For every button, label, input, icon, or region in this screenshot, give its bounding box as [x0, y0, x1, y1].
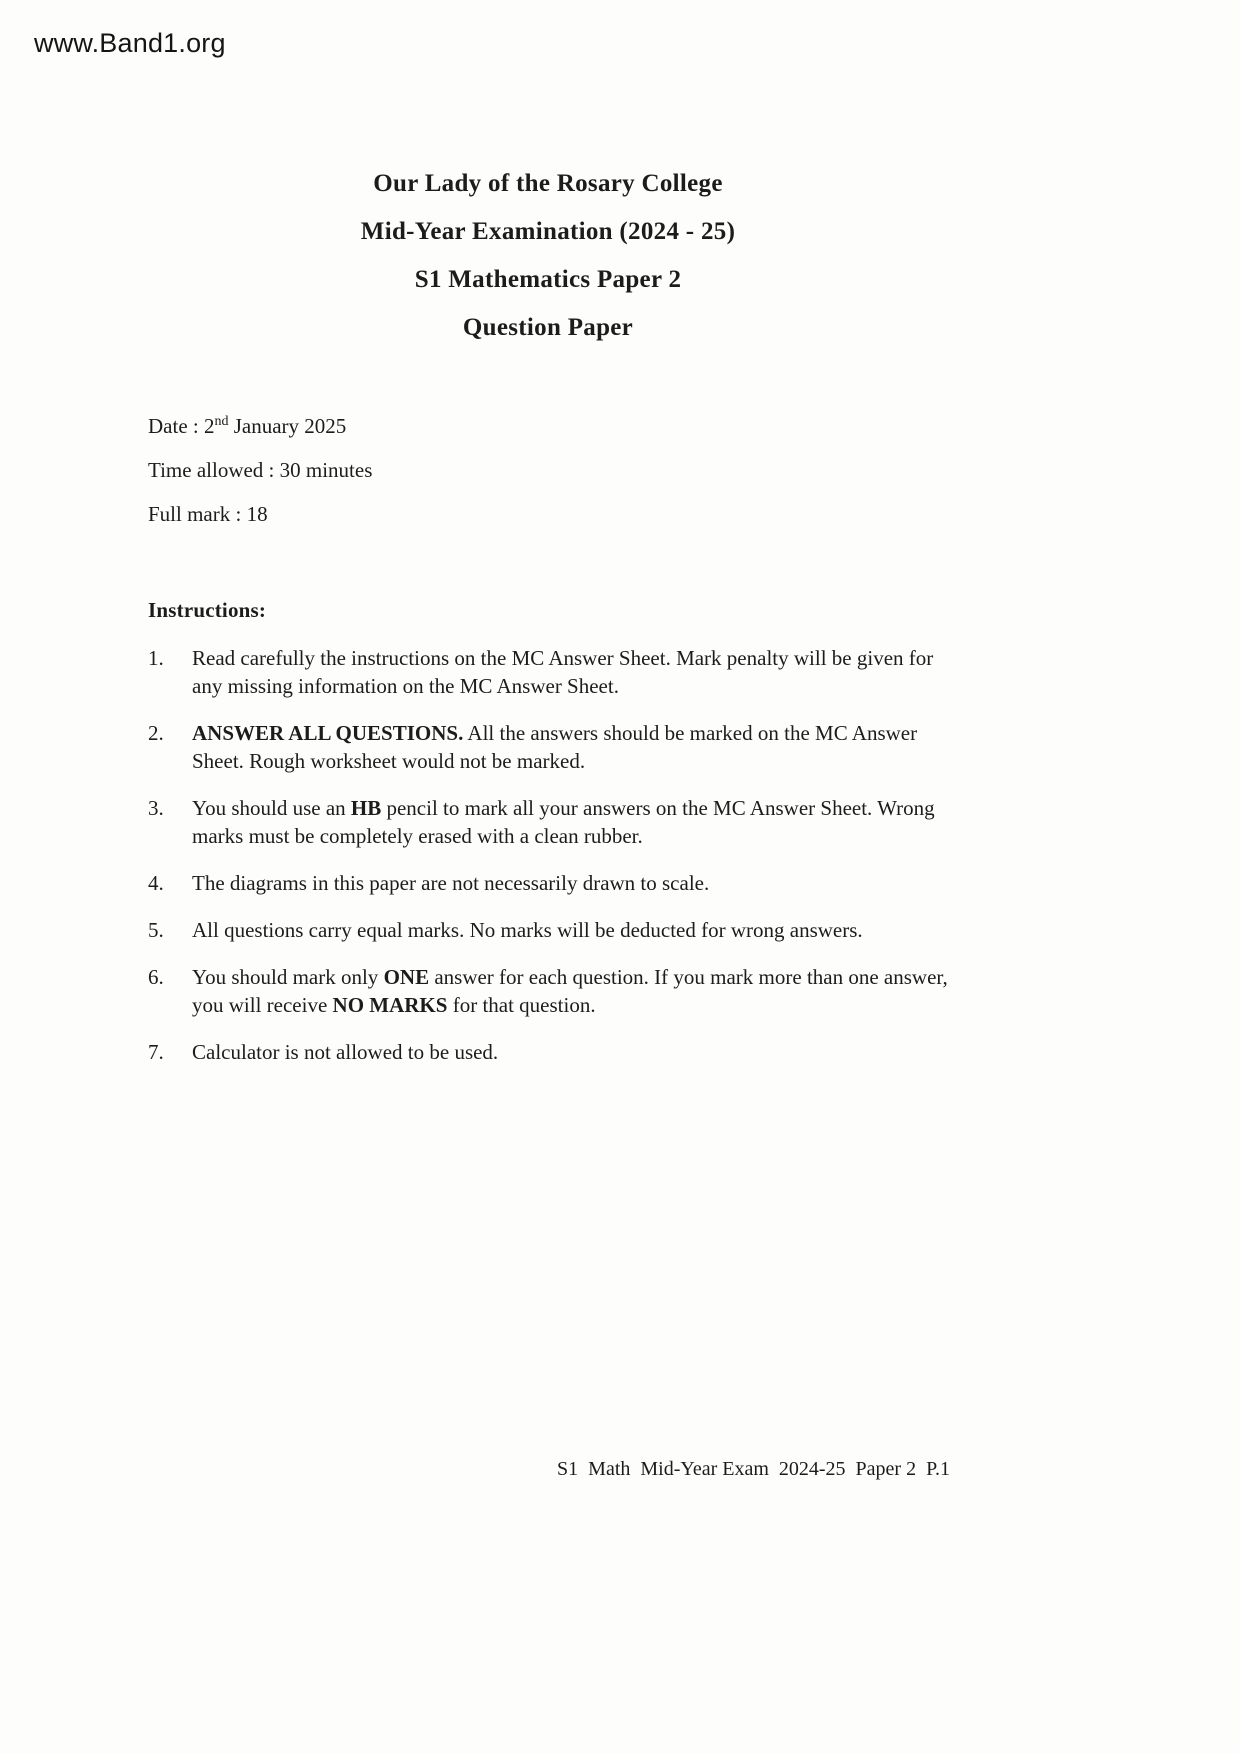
- instruction-number: 3.: [148, 796, 164, 820]
- instruction-segment: for that question.: [447, 993, 596, 1017]
- instruction-segment-bold: ANSWER ALL QUESTIONS.: [192, 721, 464, 745]
- instruction-segment: Read carefully the instructions on the MC Answer Sheet. Mark penalty will be given for any missing information on the MC Answer Sheet.: [192, 646, 934, 698]
- page-footer: S1 Math Mid-Year Exam 2024-25 Paper 2 P.1: [557, 1458, 950, 1480]
- instruction-segment-bold: HB: [350, 796, 382, 820]
- instruction-text: [192, 794, 948, 850]
- instruction-number: 7.: [148, 1040, 164, 1064]
- instructions-list: [148, 644, 948, 1066]
- instruction-segment: Calculator is not allowed to be used.: [192, 1040, 499, 1064]
- date-suffix: January 2025: [228, 414, 347, 438]
- instruction-item-2: [148, 719, 948, 775]
- page-content: [148, 0, 948, 1085]
- instruction-number: 1.: [148, 646, 164, 670]
- instruction-segment: answer for each question. If you mark more than one answer, you will receive: [192, 965, 948, 1017]
- meta-block: [148, 412, 948, 528]
- instruction-number: 6.: [148, 965, 164, 989]
- instruction-item-4: [148, 869, 948, 897]
- instruction-text: [192, 869, 948, 897]
- exam-date: [148, 412, 948, 440]
- instruction-item-6: [148, 963, 948, 1019]
- school-name: Our Lady of the Rosary College: [373, 170, 723, 197]
- instruction-number: 4.: [148, 871, 164, 895]
- instruction-number: 2.: [148, 721, 164, 745]
- instruction-text: [192, 644, 948, 700]
- paper-name: S1 Mathematics Paper 2: [414, 266, 682, 293]
- date-prefix: Date : 2: [148, 414, 215, 438]
- instruction-segment: All questions carry equal marks. No marks will be deducted for wrong answers.: [192, 918, 863, 942]
- instruction-segment: The diagrams in this paper are not necessarily drawn to scale.: [192, 871, 710, 895]
- instruction-segment: You should mark only: [192, 965, 384, 989]
- instruction-item-1: [148, 644, 948, 700]
- full-mark: Full mark : 18: [148, 502, 268, 526]
- instruction-item-7: [148, 1038, 948, 1066]
- instruction-segment: pencil to mark all your answers on the MC Answer Sheet. Wrong marks must be completely erased with a clean rubber.: [192, 796, 935, 848]
- instruction-item-5: [148, 916, 948, 944]
- instruction-text: [192, 1038, 948, 1066]
- instructions-heading: Instructions:: [148, 598, 267, 622]
- instruction-segment-bold: ONE: [383, 965, 430, 989]
- instruction-text: [192, 916, 948, 944]
- instruction-number: 5.: [148, 918, 164, 942]
- exam-name: Mid-Year Examination (2024 - 25): [360, 218, 736, 245]
- paper-type: Question Paper: [462, 314, 634, 341]
- title-block: [148, 160, 948, 352]
- instruction-item-3: [148, 794, 948, 850]
- date-ordinal: nd: [214, 414, 229, 429]
- instruction-segment-bold: NO MARKS: [332, 993, 448, 1017]
- instruction-text: [192, 963, 948, 1019]
- time-allowed: Time allowed : 30 minutes: [148, 458, 373, 482]
- instruction-text: [192, 719, 948, 775]
- instruction-segment: You should use an: [192, 796, 351, 820]
- instruction-segment: All the answers should be marked on the MC Answer Sheet. Rough worksheet would not be marked.: [192, 721, 918, 773]
- watermark-url: www.Band1.org: [34, 28, 226, 58]
